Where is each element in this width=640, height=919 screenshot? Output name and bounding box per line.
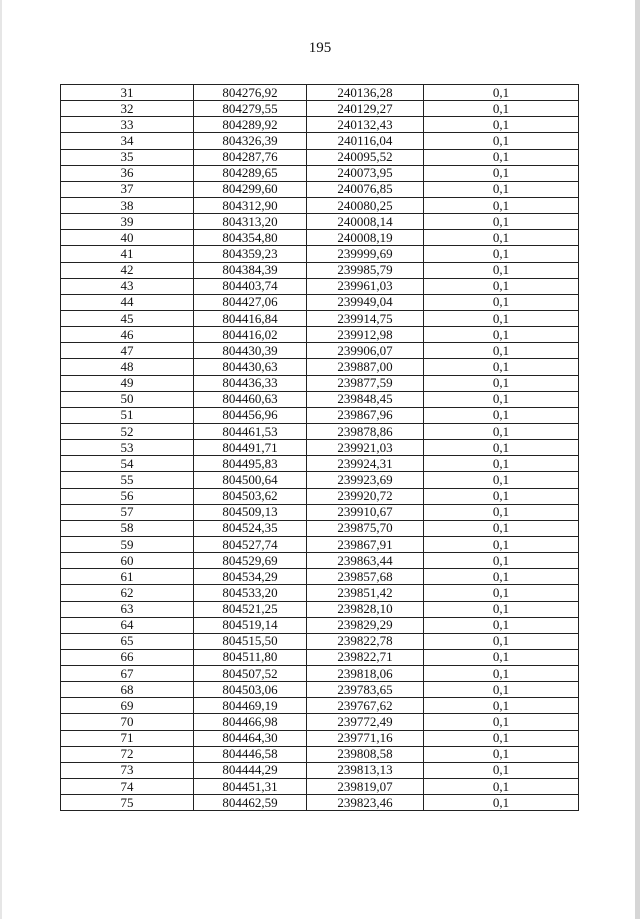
table-row <box>61 117 579 133</box>
point-number-cell: 56 <box>61 488 194 504</box>
table-row <box>61 569 579 585</box>
table-row <box>61 214 579 230</box>
x-coordinate-cell: 804491,71 <box>194 440 307 456</box>
table-row <box>61 488 579 504</box>
table-row <box>61 762 579 778</box>
table-row <box>61 520 579 536</box>
y-coordinate-cell: 239949,04 <box>307 294 424 310</box>
accuracy-cell: 0,1 <box>424 101 579 117</box>
point-number-cell: 33 <box>61 117 194 133</box>
y-coordinate-cell: 239867,96 <box>307 407 424 423</box>
accuracy-cell: 0,1 <box>424 294 579 310</box>
accuracy-cell: 0,1 <box>424 698 579 714</box>
table-row <box>61 472 579 488</box>
x-coordinate-cell: 804503,62 <box>194 488 307 504</box>
x-coordinate-cell: 804466,98 <box>194 714 307 730</box>
x-coordinate-cell: 804503,06 <box>194 682 307 698</box>
point-number-cell: 38 <box>61 197 194 213</box>
table-row <box>61 585 579 601</box>
y-coordinate-cell: 239878,86 <box>307 423 424 439</box>
x-coordinate-cell: 804507,52 <box>194 666 307 682</box>
x-coordinate-cell: 804436,33 <box>194 375 307 391</box>
y-coordinate-cell: 240116,04 <box>307 133 424 149</box>
point-number-cell: 46 <box>61 327 194 343</box>
x-coordinate-cell: 804430,63 <box>194 359 307 375</box>
accuracy-cell: 0,1 <box>424 601 579 617</box>
x-coordinate-cell: 804403,74 <box>194 278 307 294</box>
point-number-cell: 53 <box>61 440 194 456</box>
table-row <box>61 795 579 811</box>
accuracy-cell: 0,1 <box>424 375 579 391</box>
accuracy-cell: 0,1 <box>424 504 579 520</box>
table-row <box>61 779 579 795</box>
y-coordinate-cell: 240008,14 <box>307 214 424 230</box>
y-coordinate-cell: 239783,65 <box>307 682 424 698</box>
y-coordinate-cell: 239828,10 <box>307 601 424 617</box>
table-row <box>61 181 579 197</box>
table-row <box>61 423 579 439</box>
accuracy-cell: 0,1 <box>424 746 579 762</box>
point-number-cell: 62 <box>61 585 194 601</box>
x-coordinate-cell: 804527,74 <box>194 536 307 552</box>
accuracy-cell: 0,1 <box>424 488 579 504</box>
y-coordinate-cell: 239910,67 <box>307 504 424 520</box>
point-number-cell: 60 <box>61 553 194 569</box>
point-number-cell: 71 <box>61 730 194 746</box>
x-coordinate-cell: 804469,19 <box>194 698 307 714</box>
y-coordinate-cell: 239829,29 <box>307 617 424 633</box>
table-row <box>61 294 579 310</box>
point-number-cell: 58 <box>61 520 194 536</box>
accuracy-cell: 0,1 <box>424 553 579 569</box>
y-coordinate-cell: 239877,59 <box>307 375 424 391</box>
accuracy-cell: 0,1 <box>424 617 579 633</box>
point-number-cell: 69 <box>61 698 194 714</box>
table-row <box>61 714 579 730</box>
x-coordinate-cell: 804299,60 <box>194 181 307 197</box>
table-row <box>61 730 579 746</box>
x-coordinate-cell: 804326,39 <box>194 133 307 149</box>
table-row <box>61 230 579 246</box>
accuracy-cell: 0,1 <box>424 795 579 811</box>
x-coordinate-cell: 804430,39 <box>194 343 307 359</box>
y-coordinate-cell: 240136,28 <box>307 85 424 101</box>
x-coordinate-cell: 804500,64 <box>194 472 307 488</box>
accuracy-cell: 0,1 <box>424 262 579 278</box>
accuracy-cell: 0,1 <box>424 149 579 165</box>
x-coordinate-cell: 804456,96 <box>194 407 307 423</box>
x-coordinate-cell: 804462,59 <box>194 795 307 811</box>
x-coordinate-cell: 804354,80 <box>194 230 307 246</box>
table-row <box>61 310 579 326</box>
point-number-cell: 41 <box>61 246 194 262</box>
accuracy-cell: 0,1 <box>424 181 579 197</box>
table-row <box>61 698 579 714</box>
table-row <box>61 536 579 552</box>
y-coordinate-cell: 239857,68 <box>307 569 424 585</box>
x-coordinate-cell: 804533,20 <box>194 585 307 601</box>
y-coordinate-cell: 239813,13 <box>307 762 424 778</box>
y-coordinate-cell: 239818,06 <box>307 666 424 682</box>
y-coordinate-cell: 239985,79 <box>307 262 424 278</box>
scan-right-edge <box>635 0 640 919</box>
table-row <box>61 391 579 407</box>
accuracy-cell: 0,1 <box>424 714 579 730</box>
point-number-cell: 75 <box>61 795 194 811</box>
y-coordinate-cell: 239961,03 <box>307 278 424 294</box>
x-coordinate-cell: 804359,23 <box>194 246 307 262</box>
y-coordinate-cell: 239822,71 <box>307 649 424 665</box>
table-row <box>61 327 579 343</box>
table-row <box>61 682 579 698</box>
accuracy-cell: 0,1 <box>424 214 579 230</box>
point-number-cell: 51 <box>61 407 194 423</box>
y-coordinate-cell: 240073,95 <box>307 165 424 181</box>
x-coordinate-cell: 804511,80 <box>194 649 307 665</box>
point-number-cell: 63 <box>61 601 194 617</box>
accuracy-cell: 0,1 <box>424 117 579 133</box>
point-number-cell: 72 <box>61 746 194 762</box>
table-row <box>61 407 579 423</box>
accuracy-cell: 0,1 <box>424 520 579 536</box>
table-row <box>61 165 579 181</box>
y-coordinate-cell: 239863,44 <box>307 553 424 569</box>
y-coordinate-cell: 240132,43 <box>307 117 424 133</box>
coordinates-table <box>60 84 579 811</box>
x-coordinate-cell: 804529,69 <box>194 553 307 569</box>
accuracy-cell: 0,1 <box>424 278 579 294</box>
table-row <box>61 197 579 213</box>
point-number-cell: 66 <box>61 649 194 665</box>
y-coordinate-cell: 240129,27 <box>307 101 424 117</box>
x-coordinate-cell: 804524,35 <box>194 520 307 536</box>
y-coordinate-cell: 239822,78 <box>307 633 424 649</box>
point-number-cell: 61 <box>61 569 194 585</box>
point-number-cell: 47 <box>61 343 194 359</box>
point-number-cell: 42 <box>61 262 194 278</box>
point-number-cell: 70 <box>61 714 194 730</box>
accuracy-cell: 0,1 <box>424 536 579 552</box>
point-number-cell: 64 <box>61 617 194 633</box>
x-coordinate-cell: 804313,20 <box>194 214 307 230</box>
y-coordinate-cell: 239767,62 <box>307 698 424 714</box>
table-row <box>61 262 579 278</box>
table-row <box>61 375 579 391</box>
x-coordinate-cell: 804464,30 <box>194 730 307 746</box>
table-row <box>61 278 579 294</box>
table-row <box>61 553 579 569</box>
table-row <box>61 440 579 456</box>
accuracy-cell: 0,1 <box>424 472 579 488</box>
accuracy-cell: 0,1 <box>424 666 579 682</box>
accuracy-cell: 0,1 <box>424 585 579 601</box>
accuracy-cell: 0,1 <box>424 391 579 407</box>
x-coordinate-cell: 804416,84 <box>194 310 307 326</box>
y-coordinate-cell: 239875,70 <box>307 520 424 536</box>
accuracy-cell: 0,1 <box>424 230 579 246</box>
y-coordinate-cell: 240008,19 <box>307 230 424 246</box>
accuracy-cell: 0,1 <box>424 246 579 262</box>
accuracy-cell: 0,1 <box>424 649 579 665</box>
point-number-cell: 55 <box>61 472 194 488</box>
point-number-cell: 31 <box>61 85 194 101</box>
accuracy-cell: 0,1 <box>424 569 579 585</box>
point-number-cell: 39 <box>61 214 194 230</box>
table-row <box>61 343 579 359</box>
y-coordinate-cell: 239999,69 <box>307 246 424 262</box>
y-coordinate-cell: 239819,07 <box>307 779 424 795</box>
point-number-cell: 49 <box>61 375 194 391</box>
table-row <box>61 666 579 682</box>
table-row <box>61 456 579 472</box>
table-row <box>61 746 579 762</box>
accuracy-cell: 0,1 <box>424 359 579 375</box>
y-coordinate-cell: 239808,58 <box>307 746 424 762</box>
x-coordinate-cell: 804534,29 <box>194 569 307 585</box>
point-number-cell: 43 <box>61 278 194 294</box>
x-coordinate-cell: 804521,25 <box>194 601 307 617</box>
point-number-cell: 35 <box>61 149 194 165</box>
x-coordinate-cell: 804289,65 <box>194 165 307 181</box>
accuracy-cell: 0,1 <box>424 633 579 649</box>
point-number-cell: 68 <box>61 682 194 698</box>
x-coordinate-cell: 804460,63 <box>194 391 307 407</box>
x-coordinate-cell: 804446,58 <box>194 746 307 762</box>
accuracy-cell: 0,1 <box>424 310 579 326</box>
x-coordinate-cell: 804279,55 <box>194 101 307 117</box>
table-row <box>61 359 579 375</box>
page-number: 195 <box>308 40 332 56</box>
x-coordinate-cell: 804416,02 <box>194 327 307 343</box>
x-coordinate-cell: 804495,83 <box>194 456 307 472</box>
table-row <box>61 149 579 165</box>
x-coordinate-cell: 804519,14 <box>194 617 307 633</box>
accuracy-cell: 0,1 <box>424 423 579 439</box>
accuracy-cell: 0,1 <box>424 343 579 359</box>
point-number-cell: 45 <box>61 310 194 326</box>
x-coordinate-cell: 804287,76 <box>194 149 307 165</box>
point-number-cell: 50 <box>61 391 194 407</box>
table-row <box>61 101 579 117</box>
y-coordinate-cell: 239848,45 <box>307 391 424 407</box>
table-row <box>61 85 579 101</box>
y-coordinate-cell: 240095,52 <box>307 149 424 165</box>
accuracy-cell: 0,1 <box>424 779 579 795</box>
y-coordinate-cell: 239887,00 <box>307 359 424 375</box>
x-coordinate-cell: 804461,53 <box>194 423 307 439</box>
scan-left-edge <box>0 0 2 919</box>
y-coordinate-cell: 239912,98 <box>307 327 424 343</box>
point-number-cell: 34 <box>61 133 194 149</box>
y-coordinate-cell: 239823,46 <box>307 795 424 811</box>
accuracy-cell: 0,1 <box>424 197 579 213</box>
y-coordinate-cell: 239906,07 <box>307 343 424 359</box>
y-coordinate-cell: 239851,42 <box>307 585 424 601</box>
point-number-cell: 36 <box>61 165 194 181</box>
point-number-cell: 40 <box>61 230 194 246</box>
table-row <box>61 601 579 617</box>
y-coordinate-cell: 239920,72 <box>307 488 424 504</box>
x-coordinate-cell: 804289,92 <box>194 117 307 133</box>
point-number-cell: 52 <box>61 423 194 439</box>
x-coordinate-cell: 804444,29 <box>194 762 307 778</box>
table-row <box>61 246 579 262</box>
y-coordinate-cell: 239921,03 <box>307 440 424 456</box>
x-coordinate-cell: 804427,06 <box>194 294 307 310</box>
accuracy-cell: 0,1 <box>424 133 579 149</box>
x-coordinate-cell: 804312,90 <box>194 197 307 213</box>
point-number-cell: 65 <box>61 633 194 649</box>
table-row <box>61 633 579 649</box>
x-coordinate-cell: 804451,31 <box>194 779 307 795</box>
point-number-cell: 48 <box>61 359 194 375</box>
accuracy-cell: 0,1 <box>424 456 579 472</box>
y-coordinate-cell: 240076,85 <box>307 181 424 197</box>
x-coordinate-cell: 804515,50 <box>194 633 307 649</box>
accuracy-cell: 0,1 <box>424 85 579 101</box>
point-number-cell: 54 <box>61 456 194 472</box>
accuracy-cell: 0,1 <box>424 407 579 423</box>
table-row <box>61 504 579 520</box>
y-coordinate-cell: 239772,49 <box>307 714 424 730</box>
y-coordinate-cell: 239923,69 <box>307 472 424 488</box>
y-coordinate-cell: 239867,91 <box>307 536 424 552</box>
point-number-cell: 74 <box>61 779 194 795</box>
point-number-cell: 59 <box>61 536 194 552</box>
accuracy-cell: 0,1 <box>424 682 579 698</box>
accuracy-cell: 0,1 <box>424 165 579 181</box>
point-number-cell: 67 <box>61 666 194 682</box>
accuracy-cell: 0,1 <box>424 327 579 343</box>
x-coordinate-cell: 804509,13 <box>194 504 307 520</box>
accuracy-cell: 0,1 <box>424 440 579 456</box>
coordinates-table-body <box>61 85 579 811</box>
point-number-cell: 32 <box>61 101 194 117</box>
table-row <box>61 649 579 665</box>
point-number-cell: 57 <box>61 504 194 520</box>
accuracy-cell: 0,1 <box>424 730 579 746</box>
point-number-cell: 73 <box>61 762 194 778</box>
point-number-cell: 37 <box>61 181 194 197</box>
accuracy-cell: 0,1 <box>424 762 579 778</box>
y-coordinate-cell: 239914,75 <box>307 310 424 326</box>
y-coordinate-cell: 239771,16 <box>307 730 424 746</box>
y-coordinate-cell: 239924,31 <box>307 456 424 472</box>
x-coordinate-cell: 804384,39 <box>194 262 307 278</box>
point-number-cell: 44 <box>61 294 194 310</box>
table-row <box>61 133 579 149</box>
x-coordinate-cell: 804276,92 <box>194 85 307 101</box>
table-row <box>61 617 579 633</box>
y-coordinate-cell: 240080,25 <box>307 197 424 213</box>
